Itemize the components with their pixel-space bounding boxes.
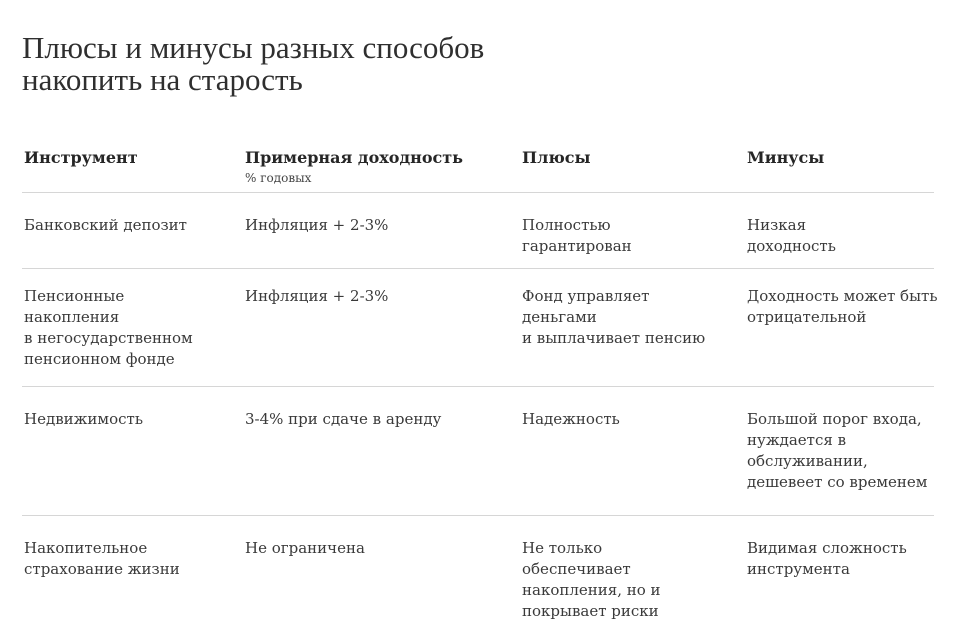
cell-line: Большой порог входа, <box>747 410 922 428</box>
cell-yield <box>245 538 365 559</box>
cell-line: инструмента <box>747 560 850 578</box>
cell-instrument <box>24 215 187 236</box>
cell-instrument <box>24 286 193 370</box>
cell-line: покрывает риски <box>522 602 659 620</box>
cell-line: Низкая <box>747 216 807 234</box>
cell-cons <box>747 409 927 493</box>
cell-line: и выплачивает пенсию <box>522 329 706 347</box>
cell-line: Фонд управляет <box>522 287 650 305</box>
cell-line: нуждается в <box>747 431 847 449</box>
title-line-1: Плюсы и минусы разных способов <box>22 30 485 65</box>
cell-line: Доходность может быть <box>747 287 938 305</box>
row-divider <box>22 386 934 387</box>
cell-pros <box>522 215 632 257</box>
cell-pros <box>522 286 705 349</box>
cell-cons <box>747 538 907 580</box>
cell-instrument <box>24 409 143 430</box>
header-instrument: Инструмент <box>24 148 138 167</box>
cell-instrument <box>24 538 180 580</box>
cell-line: страхование жизни <box>24 560 180 578</box>
cell-line: Не ограничена <box>245 539 365 557</box>
cell-yield <box>245 215 388 236</box>
cell-line: дешевеет со временем <box>747 473 928 491</box>
cell-line: гарантирован <box>522 237 632 255</box>
title-line-2: накопить на старость <box>22 62 303 97</box>
header-pros: Плюсы <box>522 148 591 167</box>
cell-cons <box>747 215 836 257</box>
cell-line: пенсионном фонде <box>24 350 175 368</box>
cell-line: Инфляция + 2-3% <box>245 287 389 305</box>
cell-line: Видимая сложность <box>747 539 907 557</box>
header-yield: Примерная доходность <box>245 148 464 167</box>
cell-line: Не только <box>522 539 603 557</box>
cell-line: 3-4% при сдаче в аренду <box>245 410 442 428</box>
cell-line: Недвижимость <box>24 410 143 428</box>
cell-line: Надежность <box>522 410 620 428</box>
cell-line: Инфляция + 2-3% <box>245 216 389 234</box>
cell-pros <box>522 538 661 622</box>
header-cons: Минусы <box>747 148 825 167</box>
cell-line: деньгами <box>522 308 597 326</box>
cell-line: Пенсионные <box>24 287 125 305</box>
cell-line: обеспечивает <box>522 560 631 578</box>
cell-line: отрицательной <box>747 308 867 326</box>
row-divider <box>22 515 934 516</box>
cell-yield <box>245 286 388 307</box>
page-title <box>22 32 484 96</box>
cell-line: в негосударственном <box>24 329 193 347</box>
row-divider <box>22 192 934 193</box>
cell-line: обслуживании, <box>747 452 868 470</box>
cell-cons <box>747 286 938 328</box>
cell-line: накопления <box>24 308 120 326</box>
cell-line: Полностью <box>522 216 611 234</box>
cell-line: Банковский депозит <box>24 216 187 234</box>
header-yield-subtitle: % годовых <box>245 171 312 185</box>
cell-line: доходность <box>747 237 836 255</box>
cell-pros <box>522 409 620 430</box>
row-divider <box>22 268 934 269</box>
cell-yield <box>245 409 441 430</box>
cell-line: накопления, но и <box>522 581 661 599</box>
cell-line: Накопительное <box>24 539 148 557</box>
